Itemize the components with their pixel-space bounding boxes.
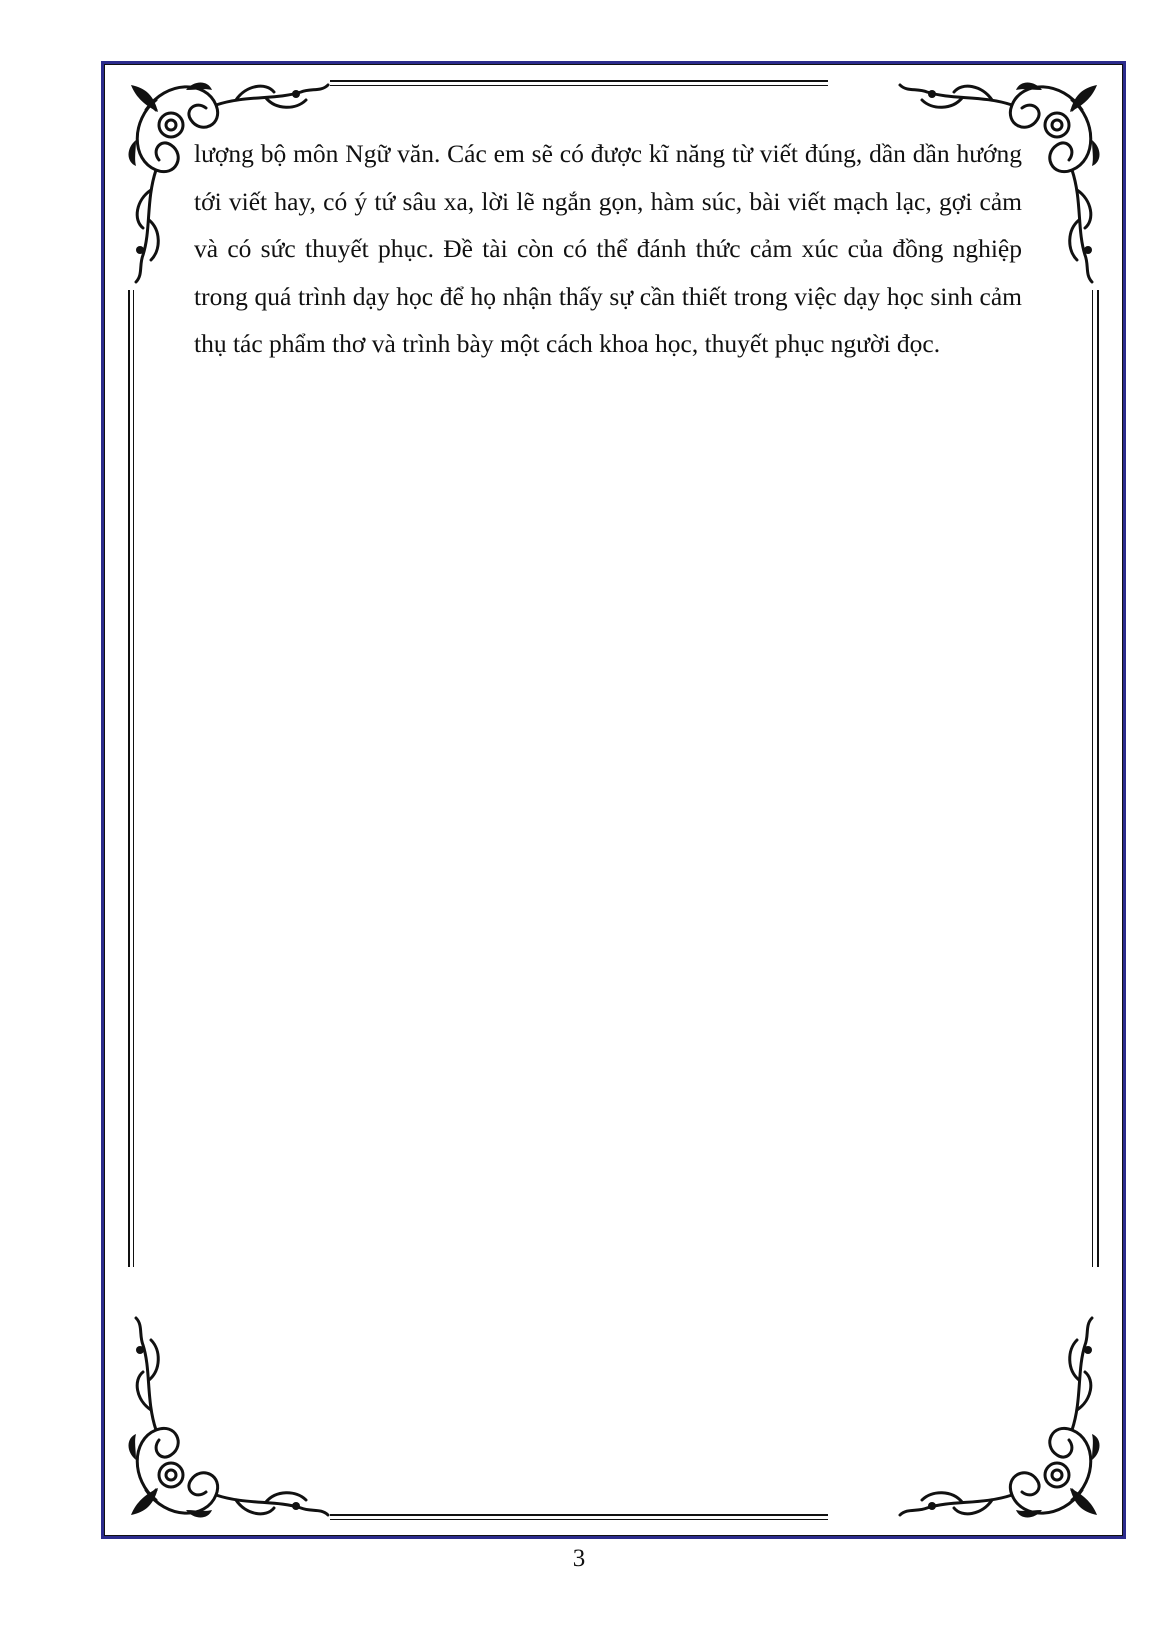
corner-ornament-icon <box>116 1310 336 1530</box>
border-line-left-inner <box>133 290 134 1267</box>
document-body <box>194 130 1022 368</box>
border-line-left <box>128 290 130 1267</box>
border-line-right <box>1097 290 1099 1267</box>
border-line-bottom-inner <box>330 1519 828 1520</box>
border-line-top <box>330 80 828 82</box>
border-line-right-inner <box>1092 290 1093 1267</box>
corner-ornament-icon <box>892 1310 1112 1530</box>
border-line-top-inner <box>330 85 828 86</box>
body-paragraph: lượng bộ môn Ngữ văn. Các em sẽ có được kĩ năng từ viết đúng, dần dần hướng tới viết hay, có ý tứ sâu xa, lời lẽ ngắn gọn, hàm súc, bài viết mạch lạc, gợi cảm và có sức thuyết phục. Đề tài còn có thể đánh thức cảm xúc của đồng nghiệp trong quá trình dạy học để họ nhận thấy sự cần thiết trong việc dạy học sinh cảm thụ tác phẩm thơ và trình bày một cách khoa học, thuyết phục người đọc. <box>194 139 1022 358</box>
border-line-bottom <box>330 1514 828 1516</box>
page-number: 3 <box>572 1545 586 1572</box>
